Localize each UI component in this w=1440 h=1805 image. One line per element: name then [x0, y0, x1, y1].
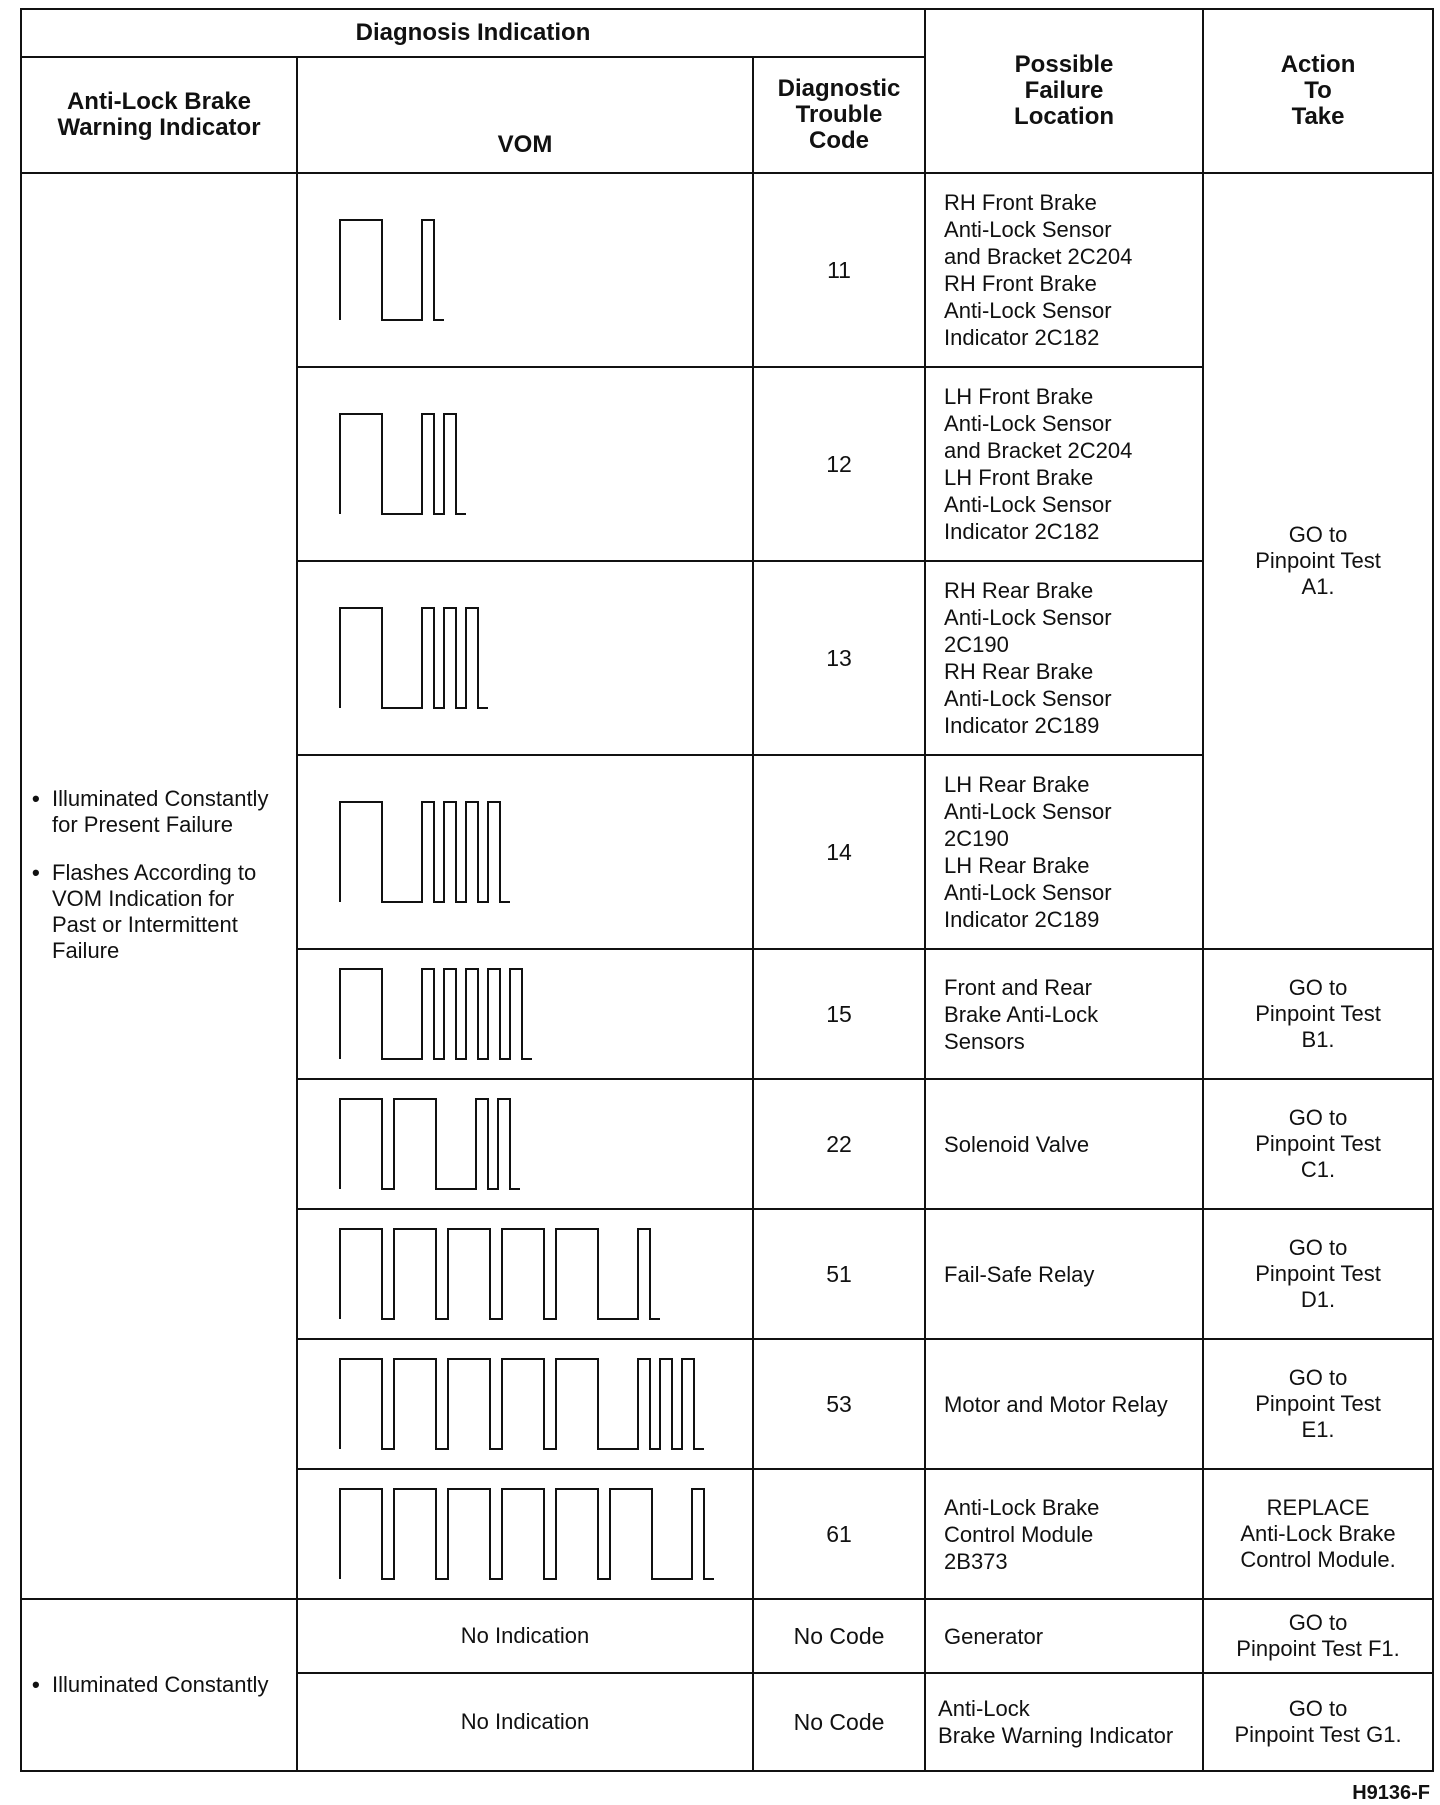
warning-bullet-text: Illuminated Constantly for Present Failure — [52, 786, 269, 837]
waveform-trace — [340, 608, 488, 708]
warning-bullet: • Illuminated Constantly for Present Failure — [32, 786, 284, 838]
action-cell: REPLACE Anti-Lock Brake Control Module. — [1203, 1469, 1433, 1599]
diagnosis-indication-header: Diagnosis Indication — [21, 9, 925, 57]
waveform-trace — [340, 220, 444, 320]
warning-indicator-cell — [21, 173, 297, 1599]
dtc-cell: 15 — [753, 949, 925, 1079]
failure-location-header: Possible Failure Location — [925, 9, 1203, 173]
failure-location-cell: Anti-Lock Brake Control Module 2B373 — [925, 1469, 1203, 1599]
failure-location-cell: Motor and Motor Relay — [925, 1339, 1203, 1469]
vom-cell — [297, 755, 753, 949]
vom-header: VOM — [297, 57, 753, 173]
waveform-trace — [340, 1489, 714, 1579]
vom-cell: No Indication — [297, 1599, 753, 1673]
failure-location-cell: Fail-Safe Relay — [925, 1209, 1203, 1339]
action-cell: GO to Pinpoint Test G1. — [1203, 1673, 1433, 1771]
dtc-cell: 11 — [753, 173, 925, 367]
warning-indicator-header: Anti-Lock Brake Warning Indicator — [21, 57, 297, 173]
vom-cell — [297, 949, 753, 1079]
waveform-trace — [340, 969, 532, 1059]
vom-waveform — [338, 959, 738, 1069]
table-row — [21, 1599, 1433, 1673]
action-cell: GO to Pinpoint Test D1. — [1203, 1209, 1433, 1339]
vom-waveform — [338, 1479, 738, 1589]
action-header: Action To Take — [1203, 9, 1433, 173]
failure-location-cell: Anti-Lock Brake Warning Indicator — [925, 1673, 1203, 1771]
dtc-header: Diagnostic Trouble Code — [753, 57, 925, 173]
dtc-cell: No Code — [753, 1673, 925, 1771]
action-cell: GO to Pinpoint Test C1. — [1203, 1079, 1433, 1209]
dtc-cell: 61 — [753, 1469, 925, 1599]
vom-cell — [297, 1079, 753, 1209]
waveform-trace — [340, 1359, 704, 1449]
action-cell: GO to Pinpoint Test A1. — [1203, 173, 1433, 949]
vom-cell — [297, 1339, 753, 1469]
vom-waveform — [338, 210, 738, 330]
vom-waveform — [338, 404, 738, 524]
failure-location-cell: Front and Rear Brake Anti-Lock Sensors — [925, 949, 1203, 1079]
action-cell: GO to Pinpoint Test F1. — [1203, 1599, 1433, 1673]
diagnosis-table-page — [20, 8, 1432, 1772]
failure-location-cell: Solenoid Valve — [925, 1079, 1203, 1209]
vom-waveform — [338, 792, 738, 912]
diagnosis-table — [20, 8, 1434, 1772]
failure-location-cell: RH Rear Brake Anti-Lock Sensor 2C190 RH Rear Brake Anti-Lock Sensor Indicator 2C189 — [925, 561, 1203, 755]
vom-cell: No Indication — [297, 1673, 753, 1771]
failure-location-cell: LH Rear Brake Anti-Lock Sensor 2C190 LH Rear Brake Anti-Lock Sensor Indicator 2C189 — [925, 755, 1203, 949]
dtc-cell: 14 — [753, 755, 925, 949]
vom-cell — [297, 1469, 753, 1599]
figure-id: H9136-F — [1352, 1782, 1430, 1804]
failure-location-cell: RH Front Brake Anti-Lock Sensor and Bracket 2C204 RH Front Brake Anti-Lock Sensor Indicator 2C182 — [925, 173, 1203, 367]
dtc-cell: 22 — [753, 1079, 925, 1209]
warning-bullet-text: Flashes According to VOM Indication for Past or Intermittent Failure — [52, 860, 257, 963]
warning-bullet-text: Illuminated Constantly — [52, 1672, 269, 1697]
vom-waveform — [338, 1349, 738, 1459]
dtc-cell: 51 — [753, 1209, 925, 1339]
vom-waveform — [338, 1219, 738, 1329]
vom-cell — [297, 367, 753, 561]
vom-waveform — [338, 598, 738, 718]
waveform-trace — [340, 802, 510, 902]
vom-waveform — [338, 1089, 738, 1199]
failure-location-cell: Generator — [925, 1599, 1203, 1673]
dtc-cell: 13 — [753, 561, 925, 755]
dtc-cell: No Code — [753, 1599, 925, 1673]
waveform-trace — [340, 414, 466, 514]
vom-cell — [297, 1209, 753, 1339]
waveform-trace — [340, 1229, 660, 1319]
warning-bullet: • Flashes According to VOM Indication for Past or Intermittent Failure — [32, 860, 284, 964]
vom-cell — [297, 561, 753, 755]
dtc-cell: 53 — [753, 1339, 925, 1469]
dtc-cell: 12 — [753, 367, 925, 561]
action-cell: GO to Pinpoint Test E1. — [1203, 1339, 1433, 1469]
waveform-trace — [340, 1099, 520, 1189]
table-row — [21, 173, 1433, 367]
failure-location-cell: LH Front Brake Anti-Lock Sensor and Bracket 2C204 LH Front Brake Anti-Lock Sensor Indicator 2C182 — [925, 367, 1203, 561]
warning-indicator-cell — [21, 1599, 297, 1771]
action-cell: GO to Pinpoint Test B1. — [1203, 949, 1433, 1079]
vom-cell — [297, 173, 753, 367]
warning-bullet: • Illuminated Constantly — [32, 1672, 269, 1697]
